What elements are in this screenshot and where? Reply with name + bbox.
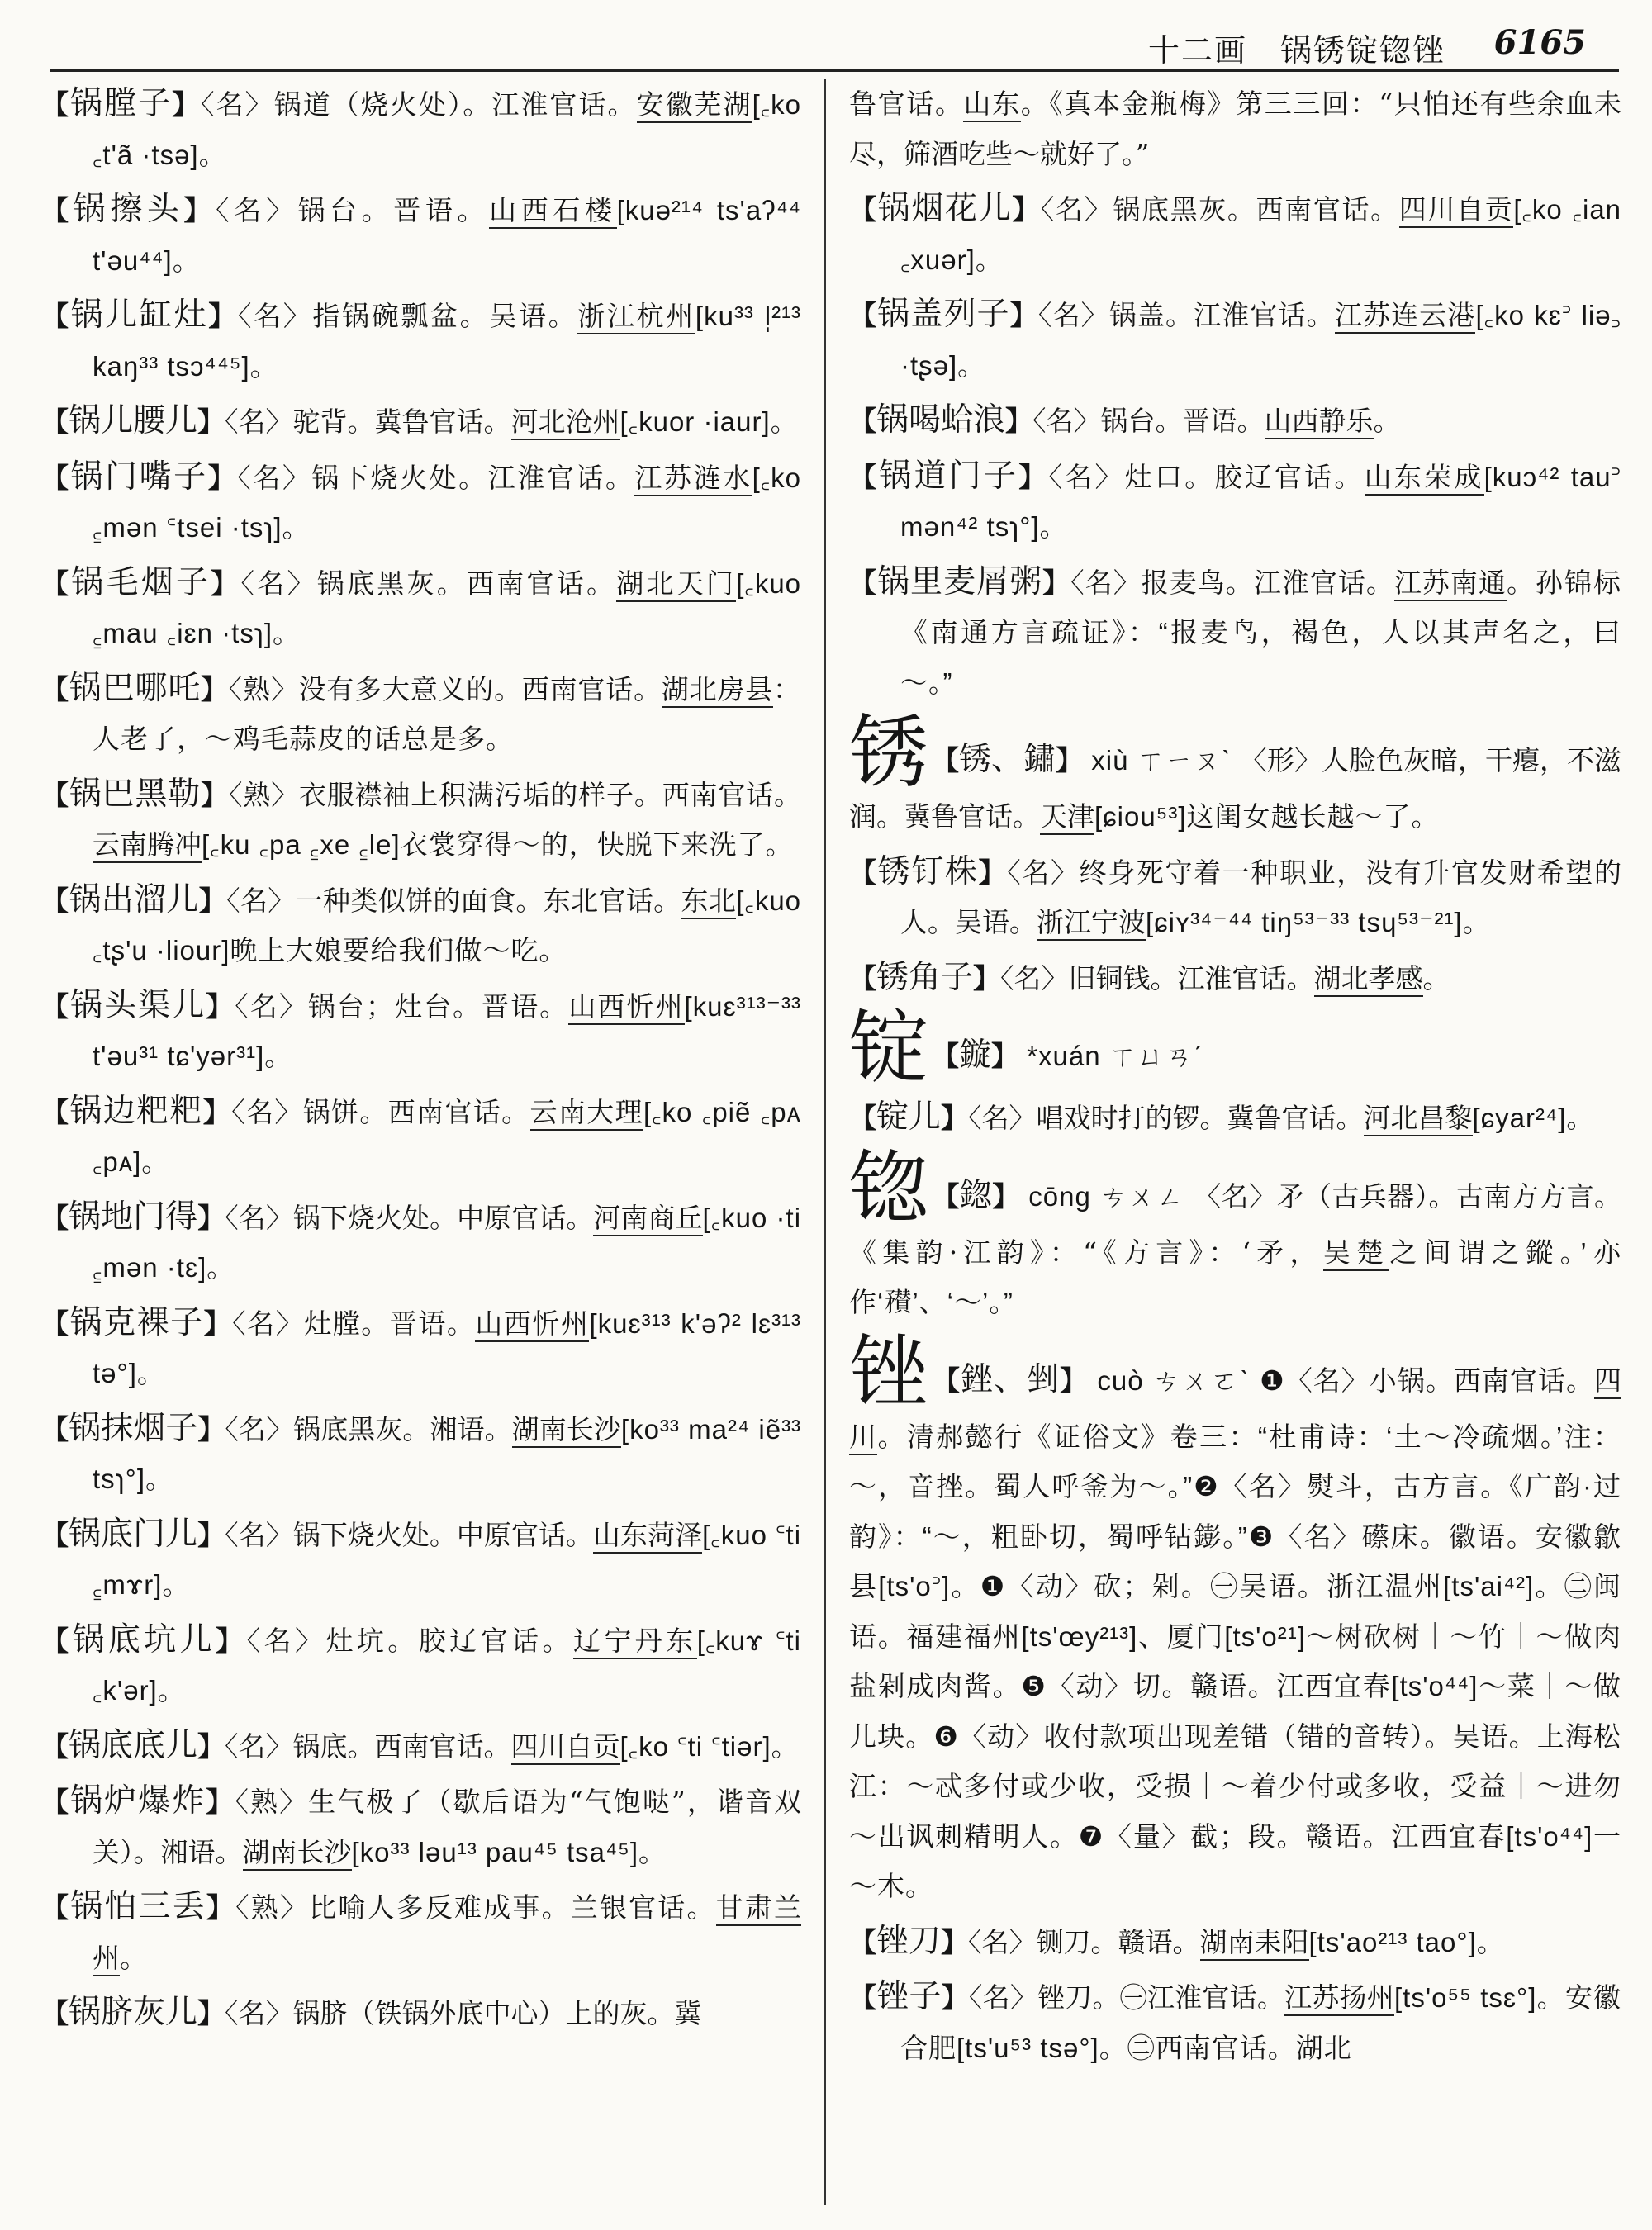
entry-phonetic: [꜀kuo ꜁mau ꜀iɛn ·tsɿ]。 (93, 567, 801, 648)
entry-location: 天津 (1040, 800, 1094, 835)
entry-phonetic: [꜀ko ꜂ti ꜂tiər]。 (620, 1730, 800, 1762)
entry-pos: 〈熟〉 (228, 778, 299, 811)
entry-definition: 比喻人多反难成事。兰银官话。 (309, 1891, 716, 1924)
headword-close-bracket: 】 (216, 1624, 247, 1657)
dictionary-entry (41, 79, 801, 180)
dictionary-entry (849, 1093, 1621, 1144)
entry-headword: 锅巴黑勒 (69, 775, 202, 813)
entry-pos: 〈名〉 (235, 989, 308, 1022)
dictionary-entry (41, 875, 801, 976)
headword-close-bracket: 】 (992, 1179, 1020, 1212)
headword-close-bracket: 】 (200, 672, 229, 705)
headword-open-bracket: 【 (41, 778, 69, 811)
headword-open-bracket: 【 (41, 1307, 70, 1340)
headword-close-bracket: 】 (1005, 405, 1033, 437)
entry-pinyin: *xuán ㄒㄩㄢˊ (1018, 1041, 1203, 1071)
entry-headword: 锅门嘴子 (70, 458, 208, 496)
entry-headword: 鍃 (959, 1176, 993, 1214)
entry-phonetic: [kuɛ³¹³ k'əʔ² lɛ³¹³ tə°]。 (93, 1307, 801, 1388)
entry-pos: 〈名〉 (225, 1997, 293, 2029)
entry-location: 山东菏泽 (593, 1519, 702, 1554)
entry-headword: 锅怕三丢 (70, 1888, 206, 1925)
entry-headword: 锅出溜儿 (69, 880, 199, 918)
entry-phonetic: 之间谓之鏦。’亦作‘𥎞’、‘～’。” (849, 1236, 1621, 1317)
headword-close-bracket: 】 (1056, 744, 1084, 776)
entry-pos: 〈名〉 (1032, 405, 1101, 437)
headword-close-bracket: 】 (197, 1997, 225, 2029)
entry-pos: 〈名〉 (1040, 193, 1113, 225)
entry-headword: 锈、鏽 (959, 741, 1056, 778)
entry-pos: 〈名〉 (246, 1624, 326, 1657)
continued-entry (849, 79, 1621, 179)
entry-pos: 〈名〉 (968, 1981, 1038, 2014)
headword-open-bracket: 【 (849, 460, 880, 493)
dictionary-entry (41, 185, 801, 286)
headword-open-bracket: 【 (932, 1179, 960, 1212)
entry-pos: 〈名〉 (225, 1412, 294, 1445)
entry-definition: 锅底黑灰。湘语。 (293, 1412, 512, 1445)
headword-close-bracket: 】 (207, 461, 238, 494)
entry-definition: 生气极了（歇后语为“气饱哒”，谐音双关）。湘语。 (93, 1786, 801, 1868)
entry-pos: 〈名〉 (1007, 856, 1080, 889)
headword-close-bracket: 】 (991, 1040, 1019, 1072)
head-character-entry (849, 1141, 1621, 1328)
entry-definition: 锅台；灶台。晋语。 (307, 989, 569, 1022)
entry-phonetic: [ko³³ ma²⁴ iẽ³³ tsɿ°]。 (93, 1413, 801, 1494)
entry-location: 东北 (681, 885, 737, 919)
headword-open-bracket: 【 (41, 1786, 71, 1818)
entry-definition: 指锅碗瓢盆。吴语。 (312, 300, 578, 332)
entry-pos: 〈名〉 (240, 567, 317, 600)
entry-location: 浙江杭州 (577, 300, 695, 334)
entry-definition: 锅下烧火处。中原官话。 (292, 1201, 594, 1234)
entry-definition: 锅盖。江淮官话。 (1108, 299, 1335, 331)
dictionary-entry (41, 770, 801, 871)
headword-open-bracket: 【 (849, 1981, 877, 2014)
entry-pos: 〈名〉 (201, 88, 274, 121)
entry-pos: 〈名〉 (216, 194, 298, 226)
entry-headword: 锅底底儿 (69, 1726, 198, 1764)
entry-location: 安徽芜湖 (637, 88, 752, 123)
entry-location: 山东 (963, 88, 1020, 122)
dictionary-entry (849, 452, 1621, 553)
dictionary-entry (41, 664, 801, 765)
headword-close-bracket: 】 (197, 1518, 225, 1551)
entry-pos: 〈名〉 (1000, 961, 1069, 994)
dictionary-entry (849, 1917, 1621, 1968)
dictionary-entry (41, 981, 801, 1082)
entry-definition: 锅底黑灰。西南官话。 (1113, 193, 1399, 225)
entry-headword: 锅喝蛤浪 (876, 401, 1006, 439)
entry-pinyin: cōng ㄘㄨㄥ (1019, 1180, 1194, 1212)
entry-headword: 锅盖列子 (877, 296, 1010, 333)
head-character: 锪 (849, 1141, 929, 1235)
headword-open-bracket: 【 (41, 989, 71, 1022)
entry-phonetic: [ɕiʏ³⁴⁻⁴⁴ tiŋ⁵³⁻³³ tsɥ⁵³⁻²¹]。 (1146, 907, 1491, 937)
entry-location: 湖北孝感 (1314, 962, 1423, 997)
headword-close-bracket: 】 (203, 1307, 233, 1340)
dictionary-entry (849, 558, 1621, 709)
headword-close-bracket: 】 (1060, 1364, 1089, 1397)
entry-location: 湖北房县 (662, 673, 773, 708)
dictionary-entry (41, 1298, 801, 1399)
entry-location: 四川 (849, 1364, 1621, 1455)
entry-headword: 锅烟花儿 (877, 190, 1013, 227)
entry-headword: 锅底门儿 (69, 1515, 198, 1553)
entry-phonetic: [꜀kuo ·ti ꜁mən ·tɛ]。 (93, 1202, 801, 1283)
entry-definition: 矛（古兵器）。古南方方言。《集韵·江韵》：“《方言》：‘矛， (849, 1179, 1621, 1269)
headword-close-bracket: 】 (1012, 193, 1041, 225)
right-column (849, 79, 1621, 2205)
entry-headword: 锉子 (876, 1978, 942, 2015)
entry-phonetic: [꜀ku ꜀pa ꜁xe ꜁le]衣裳穿得～的，快脱下来洗了。 (202, 829, 794, 860)
entry-location: 云南大理 (530, 1096, 643, 1131)
entry-pos: 〈名〉 (231, 1095, 303, 1128)
entry-definition: 锅道（烧火处）。江淮官话。 (273, 88, 637, 121)
entry-phonetic: [ɕiou⁵³]这闺女越长越～了。 (1094, 801, 1440, 832)
entry-headword: 锭儿 (876, 1098, 942, 1136)
headword-open-bracket: 【 (41, 1729, 69, 1763)
headword-open-bracket: 【 (41, 461, 71, 494)
entry-pos: 〈熟〉 (235, 1891, 310, 1924)
headword-close-bracket: 】 (197, 1729, 225, 1763)
headword-open-bracket: 【 (41, 406, 69, 438)
entry-headword: 锅道门子 (879, 457, 1019, 495)
headword-open-bracket: 【 (41, 884, 69, 917)
entry-pos: 〈名〉 (225, 1518, 293, 1551)
entry-pos: 〈名〉 (1037, 299, 1109, 331)
dictionary-entry (41, 1882, 801, 1983)
entry-pinyin: cuò ㄘㄨㄛˋ (1088, 1364, 1260, 1396)
entry-pos: 〈名〉 (225, 1729, 293, 1763)
entry-definition: 没有多大意义的。西南官话。 (298, 672, 662, 705)
headword-open-bracket: 【 (849, 1102, 876, 1134)
entry-location: 江苏扬州 (1284, 1981, 1394, 2016)
entry-pos: 〈名〉 (968, 1925, 1037, 1958)
entry-pos: 〈熟〉 (235, 1786, 309, 1818)
column-divider (824, 79, 826, 2205)
entry-pos: 〈名〉 (968, 1102, 1037, 1134)
headword-close-bracket: 】 (1009, 299, 1038, 331)
headword-close-bracket: 】 (941, 1102, 969, 1134)
headword-close-bracket: 】 (206, 989, 235, 1022)
entry-definition: 人脸色灰暗，干瘪，不滋润。冀鲁官话。 (849, 744, 1621, 833)
entry-headword: 锉刀 (876, 1922, 942, 1960)
entry-location: 吴楚 (1323, 1236, 1390, 1271)
head-character: 锭 (849, 1002, 928, 1094)
entry-location: 湖南长沙 (243, 1836, 352, 1871)
entry-definition: 铡刀。赣语。 (1036, 1925, 1200, 1958)
headword-close-bracket: 】 (973, 961, 1001, 994)
entry-headword: 锅脐灰儿 (69, 1994, 198, 2031)
entry-location: 山东荣成 (1365, 461, 1484, 496)
headword-open-bracket: 【 (41, 1201, 69, 1234)
headword-open-bracket: 【 (41, 567, 72, 600)
entry-pos: 〈名〉 (226, 884, 296, 917)
entry-phonetic: [꜀kuor ·iaur]。 (620, 406, 799, 437)
headword-open-bracket: 【 (41, 1412, 69, 1445)
dictionary-entry (41, 1510, 801, 1611)
running-title: 十二画 锅锈锭锪锉 (1147, 32, 1446, 69)
dictionary-entry (41, 1721, 801, 1772)
entry-location: 浙江宁波 (1037, 906, 1146, 941)
page-number: 6165 (1493, 23, 1586, 62)
entry-phonetic: [ku³³ l̩²¹³ kaŋ³³ tsɔ⁴⁴⁵]。 (93, 301, 801, 382)
dictionary-entry (849, 1972, 1621, 2073)
dictionary-entry (849, 396, 1621, 447)
entry-location: 湖南耒阳 (1200, 1926, 1309, 1961)
entry-text: 。《真本金瓶梅》第三三回：“只怕还有些余血未尽，筛酒吃些～就好了。” (849, 88, 1621, 170)
entry-pos: 〈形〉 (1239, 744, 1322, 776)
entry-headword: 锅巴哪吒 (69, 669, 201, 707)
dictionary-entry (41, 558, 801, 659)
entry-headword: 锅里麦屑粥 (877, 562, 1043, 600)
entry-definition: ❶〈名〉小锅。西南官话。 (1260, 1364, 1595, 1397)
headword-open-bracket: 【 (41, 1624, 73, 1657)
entry-headword: 锅擦头 (73, 191, 184, 228)
entry-definition: 鲁官话。 (849, 88, 964, 120)
headword-close-bracket: 】 (206, 1786, 235, 1818)
headword-close-bracket: 】 (201, 778, 229, 811)
headword-close-bracket: 】 (197, 1412, 225, 1445)
entry-pos: 〈名〉 (225, 1201, 293, 1234)
headword-open-bracket: 【 (41, 300, 71, 332)
dictionary-entry (41, 1087, 801, 1188)
headword-open-bracket: 【 (41, 88, 71, 121)
dictionary-entry (849, 290, 1621, 391)
entry-location: 河南商丘 (593, 1202, 702, 1236)
entry-definition: 灶口。胶辽官话。 (1124, 460, 1365, 493)
entry-definition: 锅下烧火处。中原官话。 (292, 1518, 594, 1551)
headword-open-bracket: 【 (41, 1997, 69, 2029)
entry-pos: 〈名〉 (237, 300, 313, 332)
entry-location: 湖南长沙 (512, 1413, 621, 1448)
entry-definition: 旧铜钱。江淮官话。 (1068, 961, 1314, 994)
entry-definition: 灶膛。晋语。 (304, 1307, 476, 1340)
entry-phonetic: [ɕyar²⁴]。 (1472, 1103, 1595, 1133)
entry-location: 辽宁丹东 (573, 1625, 697, 1659)
entry-definition: 灶坑。胶辽官话。 (325, 1624, 573, 1657)
entry-definition: 终身死守着一种职业，没有升官发财希望的人。吴语。 (900, 856, 1621, 938)
entry-headword: 锅头渠儿 (70, 986, 206, 1024)
entry-phonetic: [꜀kuo ꜀tʂ'u ·liour]晚上大娘要给我们做～吃。 (93, 885, 801, 966)
entry-location: 山西忻州 (475, 1307, 589, 1342)
dictionary-entry (849, 953, 1621, 1004)
entry-definition: 驼背。冀鲁官话。 (292, 406, 511, 438)
headword-open-bracket: 【 (933, 1364, 961, 1397)
entry-definition: 锅底黑灰。西南官话。 (316, 567, 617, 600)
entry-location: 山西石楼 (489, 194, 616, 229)
headword-open-bracket: 【 (41, 672, 69, 705)
left-column (41, 79, 801, 2205)
entry-definition: 锅台。晋语。 (297, 194, 490, 226)
entry-location: 云南腾冲 (93, 828, 202, 863)
headword-open-bracket: 【 (849, 299, 878, 331)
entry-headword: 锈角子 (876, 958, 974, 996)
entry-headword: 銼、剉 (961, 1360, 1061, 1398)
entry-location: 四川自贡 (511, 1730, 620, 1765)
headword-close-bracket: 】 (172, 88, 202, 121)
head-character: 锈 (849, 706, 929, 799)
dictionary-entry (41, 1193, 801, 1293)
entry-phonetic: 。清郝懿行《证俗文》卷三：“杜甫诗：‘土～冷疏烟。’注：～，音挫。蜀人呼釜为～。”❷〈名〉熨斗，古方言。《广韵·过韵》：“～，粗卧切，蜀呼钴𨭌。”❸〈名〉礤床。徽语。安徽歙县[ts'o꜄]。❶〈动〉砍；剁。㊀吴语。浙江温州[ts'ai⁴²]。㊁闽语。福建福州[ts'œy²¹³]、厦门[ts'o²¹]～树砍树｜～竹｜～做肉盐剁成肉酱。❺〈动〉切。赣语。江西宜春[ts'o⁴⁴]～菜｜～做儿块。❻〈动〉收付款项出现差错（错的音转）。吴语。上海松江：～忒多付或少收，受损｜～着少付或多收，受益｜～进勿～出讽刺精明人。❼〈量〉截；段。赣语。江西宜春[ts'o⁴⁴]一～木。 (849, 1421, 1621, 1901)
headword-open-bracket: 【 (41, 1095, 70, 1128)
dictionary-entry (41, 1404, 801, 1505)
entry-location: 四川自贡 (1399, 193, 1514, 228)
entry-phonetic: [꜀ko ꜀t'ã ·tsə]。 (93, 89, 801, 170)
entry-phonetic: [꜀ko kɛ꜄ liə꜆ ·tʂə]。 (900, 300, 1621, 381)
entry-phonetic: [ts'o⁵⁵ tsɛ°]。安徽合肥[ts'u⁵³ tsə°]。㊁西南官话。湖北 (900, 1982, 1621, 2063)
headword-close-bracket: 】 (197, 406, 225, 438)
dictionary-entry (41, 396, 801, 448)
entry-headword: 锅炉爆炸 (70, 1782, 206, 1820)
headword-close-bracket: 】 (183, 194, 216, 226)
headword-open-bracket: 【 (849, 856, 878, 889)
dictionary-entry (41, 291, 801, 391)
entry-location: 湖北天门 (616, 567, 736, 602)
entry-pinyin: xiù ㄒㄧㄡˋ (1083, 745, 1240, 776)
headword-close-bracket: 】 (202, 1095, 232, 1128)
entry-pos: 〈名〉 (1194, 1179, 1277, 1212)
entry-phonetic: [kuə²¹⁴ ts'aʔ⁴⁴ t'əu⁴⁴]。 (93, 195, 801, 276)
entry-phonetic: [ts'ao²¹³ tao°]。 (1308, 1926, 1505, 1957)
entry-definition: 锅饼。西南官话。 (302, 1095, 530, 1128)
entry-headword: 鏇 (959, 1037, 992, 1074)
headword-open-bracket: 【 (41, 1518, 69, 1551)
entry-location: 山西忻州 (568, 990, 684, 1025)
headword-close-bracket: 】 (208, 300, 238, 332)
entry-phonetic: 。 (1422, 962, 1451, 994)
entry-pos: 〈名〉 (1070, 566, 1142, 599)
entry-phonetic: [꜀ko ꜀ian ꜀xuər]。 (900, 194, 1621, 275)
entry-definition: 衣服襟袖上积满污垢的样子。西南官话。 (298, 778, 801, 811)
head-character: 锉 (849, 1326, 930, 1419)
entry-pos: 〈名〉 (232, 1307, 305, 1340)
headword-open-bracket: 【 (849, 405, 876, 437)
entry-definition: 锅脐（铁锅外底中心）上的灰。冀 (292, 1997, 702, 2029)
entry-phonetic: [kuɔ⁴² tau꜄ mən⁴² tsɿ°]。 (900, 461, 1621, 542)
entry-phonetic: [꜀kuo ꜂ti ꜁mɤr]。 (93, 1519, 801, 1600)
entry-location: 河北沧州 (511, 406, 620, 440)
entry-phonetic: 。 (1373, 406, 1402, 436)
headword-close-bracket: 】 (941, 1925, 969, 1958)
entry-definition: 锉刀。㊀江淮官话。 (1037, 1981, 1285, 2014)
entry-pos: 〈熟〉 (228, 672, 299, 705)
headword-close-bracket: 】 (211, 567, 241, 600)
headword-close-bracket: 】 (1042, 566, 1071, 599)
headword-open-bracket: 【 (932, 744, 960, 776)
entry-headword: 锈钉株 (877, 852, 979, 890)
dictionary-entry (41, 1777, 801, 1877)
entry-pos: 〈名〉 (225, 406, 293, 438)
entry-headword: 锅膛子 (70, 85, 173, 122)
entry-definition: 锅台。晋语。 (1100, 405, 1265, 437)
headword-close-bracket: 】 (198, 884, 227, 917)
head-character-entry (849, 1326, 1621, 1912)
entry-definition: 锅下烧火处。江淮官话。 (311, 461, 635, 494)
entry-headword: 锅儿缸灶 (70, 297, 209, 334)
entry-pos: 〈名〉 (237, 461, 312, 494)
entry-headword: 锅边粑粑 (69, 1092, 203, 1130)
headword-close-bracket: 】 (206, 1891, 236, 1924)
headword-close-bracket: 】 (1018, 460, 1049, 493)
dictionary-entry (849, 184, 1621, 285)
page-header (50, 15, 1619, 72)
headword-open-bracket: 【 (41, 194, 74, 226)
entry-definition: 锅底。西南官话。 (292, 1729, 511, 1763)
entry-location: 山西静乐 (1265, 405, 1374, 439)
entry-headword: 锅底坑儿 (72, 1620, 216, 1658)
entry-definition: 报麦鸟。江淮官话。 (1141, 566, 1394, 599)
head-character-entry (849, 1002, 1621, 1094)
headword-open-bracket: 【 (849, 961, 876, 994)
head-character-entry (849, 706, 1621, 842)
entry-location: 江苏南通 (1394, 567, 1507, 601)
headword-open-bracket: 【 (849, 193, 878, 225)
entry-phonetic: [kuɛ³¹³⁻³³ t'əu³¹ tɕ'yər³¹]。 (93, 990, 801, 1071)
entry-headword: 锅抹烟子 (69, 1409, 198, 1447)
entry-phonetic: [꜀ko ꜁mən ꜂tsei ·tsɿ]。 (93, 462, 801, 543)
entry-phonetic: 。孙锦标《南通方言疏证》：“报麦鸟，褐色，人以其声名之，曰～。” (900, 567, 1621, 698)
headword-open-bracket: 【 (932, 1040, 959, 1072)
entry-headword: 锅毛烟子 (71, 563, 211, 601)
headword-close-bracket: 】 (941, 1981, 969, 2014)
dictionary-entry (41, 1616, 801, 1716)
entry-pos: 〈名〉 (1048, 460, 1125, 493)
entry-headword: 锅克裸子 (69, 1303, 204, 1341)
headword-close-bracket: 】 (197, 1201, 225, 1234)
entry-phonetic: [꜀kuɤ ꜂ti ꜀k'ər]。 (93, 1625, 801, 1706)
entry-location: 江苏涟水 (634, 462, 752, 496)
entry-location: 甘肃兰州 (93, 1891, 801, 1976)
headword-open-bracket: 【 (849, 1925, 876, 1958)
entry-definition: 唱戏时打的锣。冀鲁官话。 (1036, 1102, 1364, 1134)
entry-headword: 锅地门得 (69, 1198, 198, 1236)
entry-location: 江苏连云港 (1335, 299, 1476, 334)
entry-phonetic: [꜀ko ꜀piẽ ꜀pᴀ ꜀pᴀ]。 (93, 1096, 801, 1177)
dictionary-entry (41, 453, 801, 553)
dictionary-entry (849, 847, 1621, 948)
headword-open-bracket: 【 (41, 1891, 71, 1924)
entry-phonetic: [ko³³ ləu¹³ pau⁴⁵ tsa⁴⁵]。 (351, 1836, 667, 1867)
entry-definition: 一种类似饼的面食。东北官话。 (295, 884, 681, 917)
entry-phonetic: 。 (120, 1942, 148, 1973)
dictionary-entry (41, 1988, 801, 2039)
entry-location: 河北昌黎 (1364, 1102, 1473, 1136)
headword-open-bracket: 【 (849, 566, 878, 599)
headword-close-bracket: 】 (978, 856, 1008, 889)
entry-headword: 锅儿腰儿 (69, 402, 198, 439)
entry-phonetic: ：人老了，～鸡毛蒜皮的话总是多。 (93, 673, 801, 754)
